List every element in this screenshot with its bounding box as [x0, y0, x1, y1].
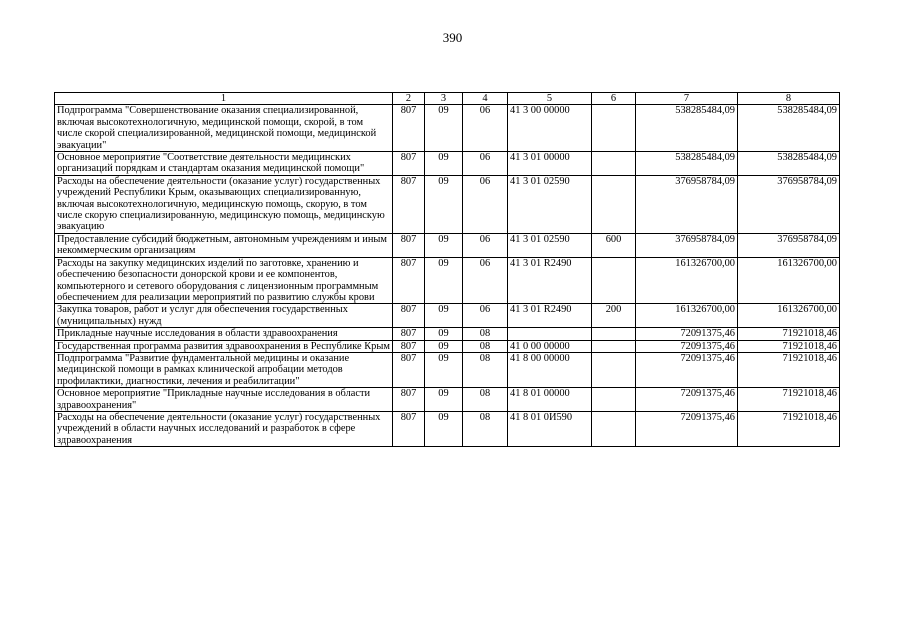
subsection-code-cell: 08 — [463, 411, 508, 446]
section-code-cell: 09 — [425, 304, 463, 328]
subsection-code-cell: 06 — [463, 304, 508, 328]
amount-year2-cell: 161326700,00 — [738, 304, 840, 328]
column-header-8: 8 — [738, 93, 840, 105]
page-number: 390 — [442, 30, 463, 45]
section-code-cell: 09 — [425, 388, 463, 412]
amount-year2-cell: 538285484,09 — [738, 105, 840, 152]
subsection-code-cell: 06 — [463, 233, 508, 257]
ved-code-cell: 807 — [393, 328, 425, 340]
table-row — [55, 175, 840, 233]
amount-year2-cell: 538285484,09 — [738, 152, 840, 176]
ved-code-cell: 807 — [393, 304, 425, 328]
subsection-code-cell: 06 — [463, 175, 508, 233]
expense-type-cell: 200 — [592, 304, 636, 328]
header-row — [55, 93, 840, 105]
target-article-cell: 41 8 01 0И590 — [508, 411, 592, 446]
expense-type-cell — [592, 175, 636, 233]
ved-code-cell: 807 — [393, 257, 425, 304]
row-name-cell: Основное мероприятие "Прикладные научные исследования в области здравоохранения" — [55, 388, 393, 412]
expense-type-cell — [592, 152, 636, 176]
ved-code-cell: 807 — [393, 175, 425, 233]
amount-year1-cell: 538285484,09 — [636, 105, 738, 152]
table-row — [55, 411, 840, 446]
target-article-cell: 41 3 01 02590 — [508, 175, 592, 233]
table-header — [55, 93, 840, 105]
column-header-3: 3 — [425, 93, 463, 105]
row-name-cell: Расходы на обеспечение деятельности (оказание услуг) государственных учреждений Республики Крым, оказывающих специализированную, включая высокотехнологичную, медицинскую помощь, скорую, в том числе скорую специализированную, медицинскую помощь, медицинскую эвакуацию — [55, 175, 393, 233]
section-code-cell: 09 — [425, 152, 463, 176]
subsection-code-cell: 06 — [463, 257, 508, 304]
section-code-cell: 09 — [425, 340, 463, 352]
expense-type-cell — [592, 388, 636, 412]
target-article-cell: 41 3 01 R2490 — [508, 257, 592, 304]
expense-type-cell — [592, 257, 636, 304]
table-row — [55, 388, 840, 412]
ved-code-cell: 807 — [393, 340, 425, 352]
subsection-code-cell: 06 — [463, 105, 508, 152]
row-name-cell: Расходы на закупку медицинских изделий по заготовке, хранению и обеспечению безопасности донорской крови и ее компонентов, компьютерного и сетевого оборудования с лицензионным программным обеспечением для реализации мероприятий по развитию службы крови — [55, 257, 393, 304]
section-code-cell: 09 — [425, 352, 463, 387]
row-name-cell: Основное мероприятие "Соответствие деятельности медицинских организаций порядкам и стандартам оказания медицинской помощи" — [55, 152, 393, 176]
amount-year2-cell: 71921018,46 — [738, 411, 840, 446]
section-code-cell: 09 — [425, 257, 463, 304]
section-code-cell: 09 — [425, 175, 463, 233]
table-row — [55, 328, 840, 340]
subsection-code-cell: 08 — [463, 388, 508, 412]
amount-year1-cell: 72091375,46 — [636, 388, 738, 412]
row-name-cell: Закупка товаров, работ и услуг для обеспечения государственных (муниципальных) нужд — [55, 304, 393, 328]
target-article-cell: 41 8 00 00000 — [508, 352, 592, 387]
expense-type-cell — [592, 352, 636, 387]
amount-year1-cell: 72091375,46 — [636, 340, 738, 352]
ved-code-cell: 807 — [393, 352, 425, 387]
expense-type-cell — [592, 105, 636, 152]
table-row — [55, 152, 840, 176]
row-name-cell: Подпрограмма "Развитие фундаментальной медицины и оказание медицинской помощи в рамках клинической апробации методов профилактики, диагностики, лечения и реабилитации" — [55, 352, 393, 387]
budget-table — [54, 92, 840, 447]
ved-code-cell: 807 — [393, 411, 425, 446]
target-article-cell: 41 3 00 00000 — [508, 105, 592, 152]
expense-type-cell — [592, 340, 636, 352]
section-code-cell: 09 — [425, 328, 463, 340]
amount-year2-cell: 376958784,09 — [738, 233, 840, 257]
row-name-cell: Предоставление субсидий бюджетным, автономным учреждениям и иным некоммерческим организациям — [55, 233, 393, 257]
row-name-cell: Подпрограмма "Совершенствование оказания специализированной, включая высокотехнологичную, медицинской помощи, скорой, в том числе скорой специализированной, медицинской помощи, медицинской эвакуации" — [55, 105, 393, 152]
table-row — [55, 352, 840, 387]
amount-year1-cell: 72091375,46 — [636, 328, 738, 340]
amount-year1-cell: 538285484,09 — [636, 152, 738, 176]
subsection-code-cell: 08 — [463, 340, 508, 352]
column-header-1: 1 — [55, 93, 393, 105]
table-row — [55, 105, 840, 152]
amount-year2-cell: 71921018,46 — [738, 340, 840, 352]
table-row — [55, 340, 840, 352]
row-name-cell: Расходы на обеспечение деятельности (оказание услуг) государственных учреждений в области научных исследований и разработок в сфере здравоохранения — [55, 411, 393, 446]
amount-year2-cell: 71921018,46 — [738, 388, 840, 412]
amount-year1-cell: 376958784,09 — [636, 233, 738, 257]
amount-year2-cell: 71921018,46 — [738, 328, 840, 340]
section-code-cell: 09 — [425, 105, 463, 152]
ved-code-cell: 807 — [393, 388, 425, 412]
row-name-cell: Прикладные научные исследования в области здравоохранения — [55, 328, 393, 340]
row-name-cell: Государственная программа развития здравоохранения в Республике Крым — [55, 340, 393, 352]
expense-type-cell: 600 — [592, 233, 636, 257]
target-article-cell: 41 8 01 00000 — [508, 388, 592, 412]
target-article-cell: 41 0 00 00000 — [508, 340, 592, 352]
column-header-6: 6 — [592, 93, 636, 105]
column-header-7: 7 — [636, 93, 738, 105]
ved-code-cell: 807 — [393, 233, 425, 257]
target-article-cell: 41 3 01 00000 — [508, 152, 592, 176]
ved-code-cell: 807 — [393, 152, 425, 176]
table-body — [55, 105, 840, 447]
amount-year2-cell: 71921018,46 — [738, 352, 840, 387]
table-row — [55, 233, 840, 257]
column-header-2: 2 — [393, 93, 425, 105]
section-code-cell: 09 — [425, 233, 463, 257]
expense-type-cell — [592, 328, 636, 340]
amount-year1-cell: 161326700,00 — [636, 304, 738, 328]
amount-year2-cell: 376958784,09 — [738, 175, 840, 233]
amount-year1-cell: 376958784,09 — [636, 175, 738, 233]
table-row — [55, 257, 840, 304]
target-article-cell: 41 3 01 02590 — [508, 233, 592, 257]
amount-year1-cell: 72091375,46 — [636, 411, 738, 446]
section-code-cell: 09 — [425, 411, 463, 446]
ved-code-cell: 807 — [393, 105, 425, 152]
amount-year1-cell: 161326700,00 — [636, 257, 738, 304]
table-row — [55, 304, 840, 328]
subsection-code-cell: 08 — [463, 352, 508, 387]
expense-type-cell — [592, 411, 636, 446]
target-article-cell — [508, 328, 592, 340]
amount-year1-cell: 72091375,46 — [636, 352, 738, 387]
subsection-code-cell: 08 — [463, 328, 508, 340]
column-header-4: 4 — [463, 93, 508, 105]
column-header-5: 5 — [508, 93, 592, 105]
subsection-code-cell: 06 — [463, 152, 508, 176]
amount-year2-cell: 161326700,00 — [738, 257, 840, 304]
target-article-cell: 41 3 01 R2490 — [508, 304, 592, 328]
